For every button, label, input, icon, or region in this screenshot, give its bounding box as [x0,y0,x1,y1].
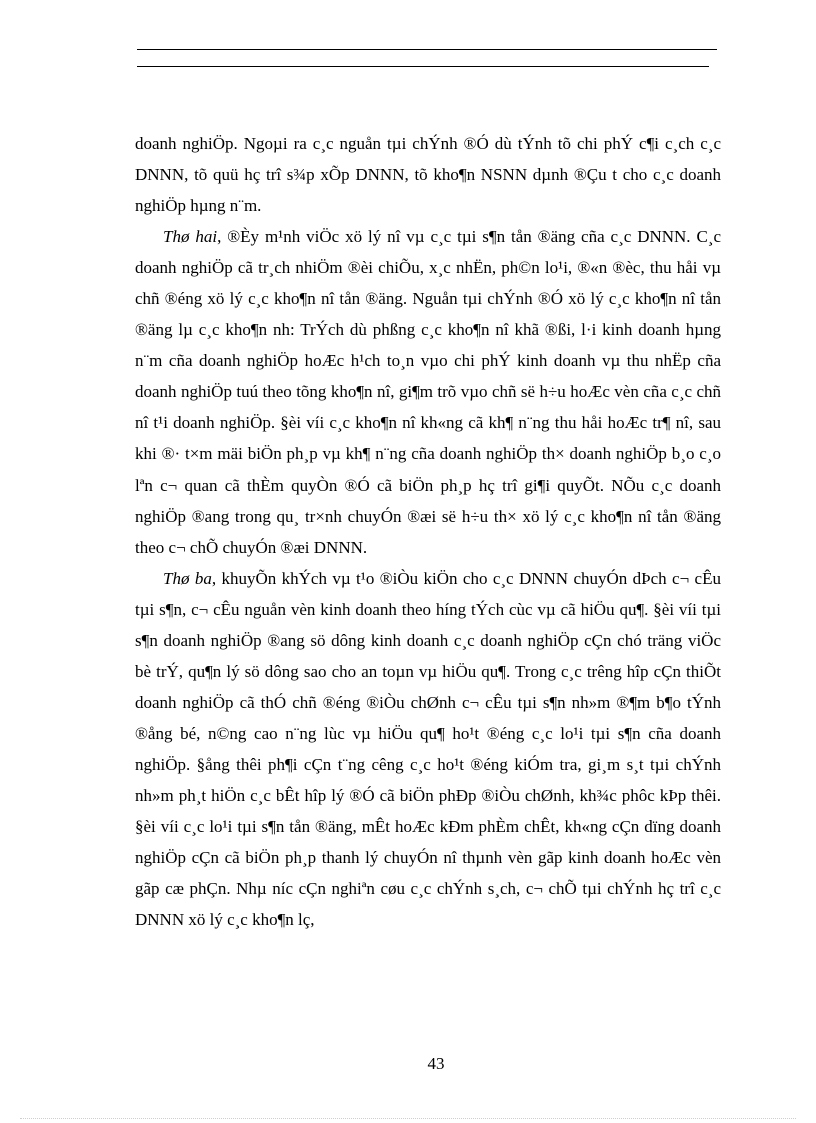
paragraph-1-text: doanh nghiÖp. Ngoµi ra c¸c nguån tµi chÝnh ®Ó dù tÝnh tõ chi phÝ c¶i c¸ch c¸c DNNN, tõ quü hç trî s¾p xÕp DNNN, tõ kho¶n NSNN dµnh ®Çu t cho c¸c doanh nghiÖp hµng n¨m. [135,134,721,216]
page-number: 43 [427,1054,445,1073]
paragraph-3 [135,563,721,936]
header-rule-top [137,49,717,50]
paragraph-1 [135,128,721,221]
footer-dotted-rule [20,1118,796,1119]
paragraph-2 [135,221,721,563]
paragraph-2-lead: Thø hai [163,227,218,247]
body-text [135,128,721,935]
paragraph-3-text: , khuyÕn khÝch vµ t¹o ®iÒu kiÖn cho c¸c DNNN chuyÓn dÞch c¬ cÊu tµi s¶n, c¬ cÊu nguån vèn kinh doanh theo híng tÝch cùc vµ cã hiÖu qu¶. §èi víi tµi s¶n doanh nghiÖp ®ang sö dông kinh doanh c¸c doanh nghiÖp cÇn chó träng viÖc bè trÝ, qu¶n lý sö dông sao cho an toµn vµ hiÖu qu¶. Trong c¸c trêng hîp cÇn thiÕt doanh nghiÖp cã thÓ chñ ®éng ®iÒu chØnh c¬ cÊu tµi s¶n nh»m ®¶m b¶o tÝnh ®ång bé, n©ng cao n¨ng lùc vµ hiÖu qu¶ ho¹t ®éng c¸c lo¹i tµi s¶n cña doanh nghiÖp. §ång thêi ph¶i cÇn t¨ng cêng c¸c ho¹t ®éng kiÓm tra, gi¸m s¸t tµi chÝnh nh»m ph¸t hiÖn c¸c bÊt hîp lý ®Ó cã biÖn phÐp ®iÒu chØnh, kh¾c phôc kÞp thêi. §èi víi c¸c lo¹i tµi s¶n tån ®äng, mÊt hoÆc kÐm phÈm chÊt, kh«ng cÇn dïng doanh nghiÖp cÇn cã biÖn ph¸p thanh lý chuyÓn nî thµnh vèn gãp kinh doanh hoÆc vèn gãp cæ phÇn. Nhµ níc cÇn nghiªn cøu c¸c chÝnh s¸ch, c¬ chÕ tµi chÝnh hç trî c¸c DNNN xö lý c¸c kho¶n lç, [135,568,721,930]
paragraph-2-text: , ®Èy m¹nh viÖc xö lý nî vµ c¸c tµi s¶n tån ®äng cña c¸c DNNN. C¸c doanh nghiÖp cã tr¸ch nhiÖm ®èi chiÕu, x¸c nhËn, ph©n lo¹i, ®«n ®èc, thu håi vµ chñ ®éng xö lý c¸c kho¶n nî tån ®äng. Nguån tµi chÝnh ®Ó xö lý c¸c kho¶n nî tån ®äng lµ c¸c kho¶n nh: TrÝch dù phßng c¸c kho¶n nî khã ®ßi, l·i kinh doanh hµng n¨m cña doanh nghiÖp hoÆc h¹ch to¸n vµo chi phÝ kinh doanh vµ thu nhËp cña doanh nghiÖp tuú theo tõng kho¶n nî, gi¶m trõ vµo chñ së h÷u hoÆc vèn cña c¸c chñ nî t¹i doanh nghiÖp. §èi víi c¸c kho¶n nî kh«ng cã kh¶ n¨ng thu håi hoÆc tr¶ nî, sau khi ®· t×m mäi biÖn ph¸p vµ kh¶ n¨ng cña doanh nghiÖp th× doanh nghiÖp b¸o c¸o lªn c¬ quan cã thÈm quyÒn ®Ó cã biÖn ph¸p hç trî gi¶i quyÕt. NÕu c¸c doanh nghiÖp ®ang trong qu¸ tr×nh chuyÓn ®æi së h÷u th× xö lý c¸c kho¶n nî tån ®äng theo c¬ chÕ chuyÓn ®æi DNNN. [135,227,721,557]
header-rule-bottom [137,66,709,67]
paragraph-3-lead: Thø ba [163,568,212,588]
